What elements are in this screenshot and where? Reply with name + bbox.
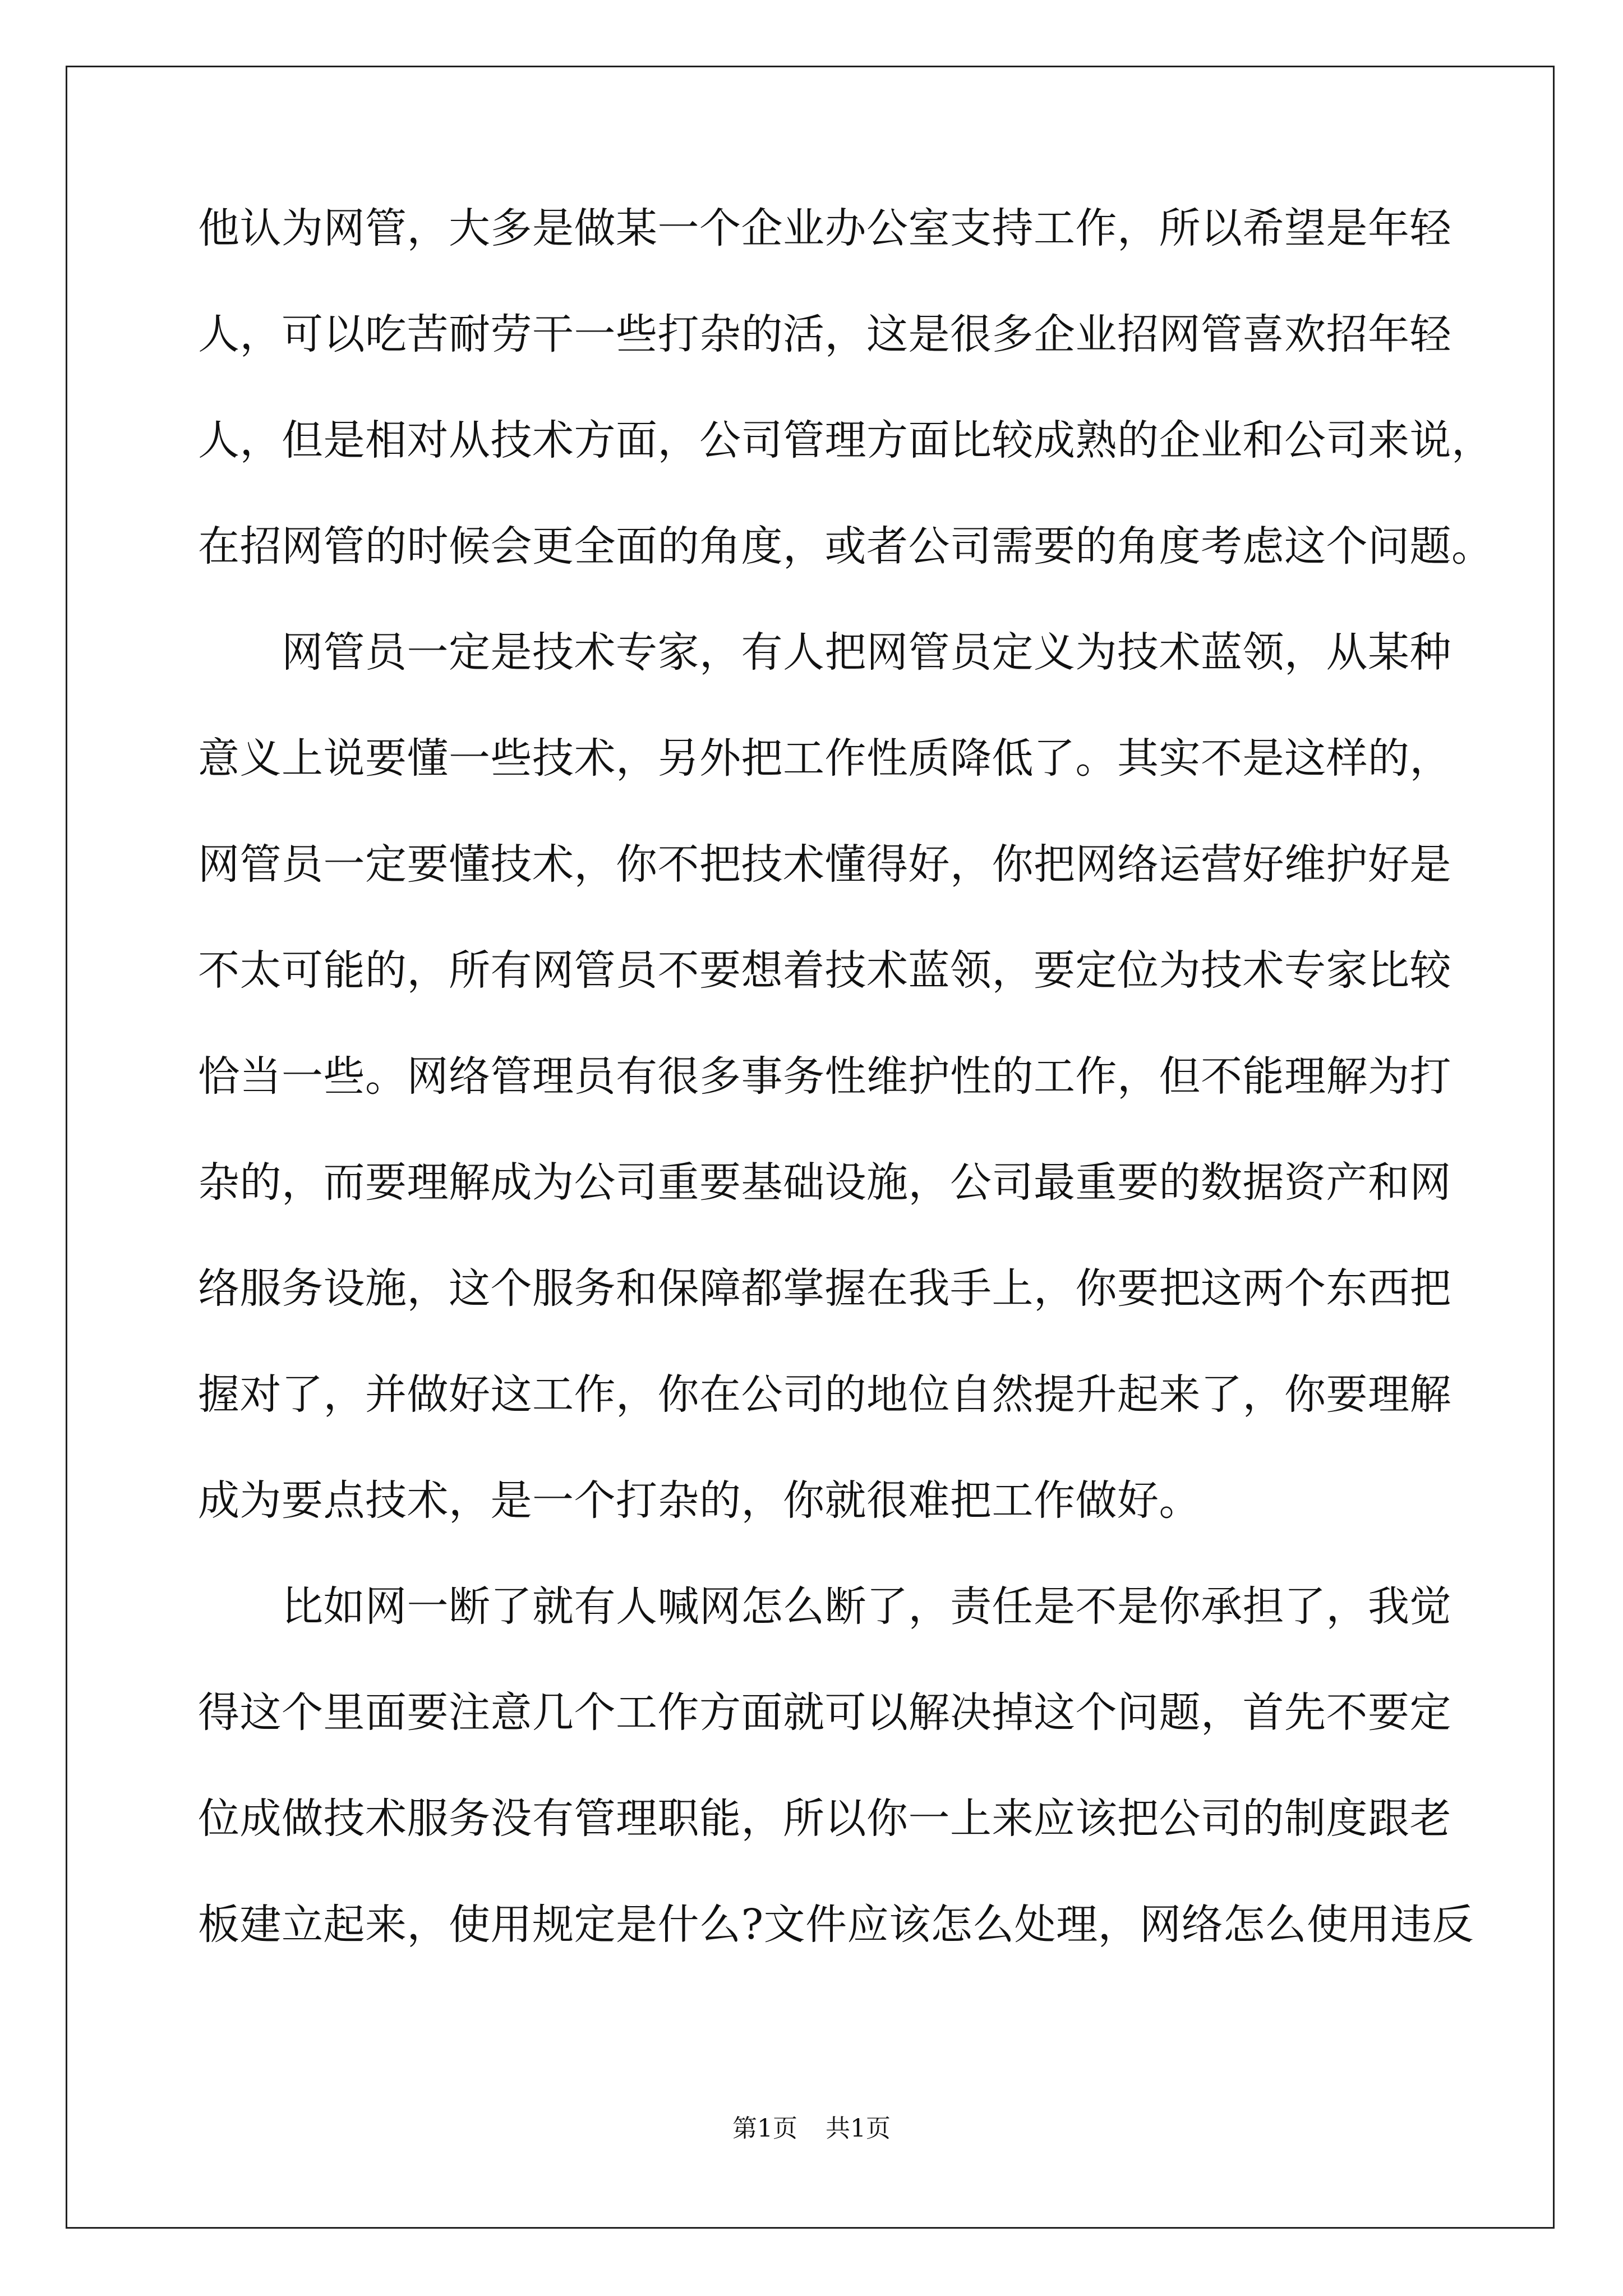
text-line: 人，但是相对从技术方面，公司管理方面比较成熟的企业和公司来说， <box>198 416 1493 464</box>
text-line: 在招网管的时候会更全面的角度，或者公司需要的角度考虑这个问题。 <box>198 522 1493 570</box>
text-line: 成为要点技术，是一个打杂的，你就很难把工作做好。 <box>198 1476 1201 1525</box>
text-line: 不太可能的，所有网管员不要想着技术蓝领，要定位为技术专家比较 <box>198 946 1451 995</box>
text-line: 他认为网管，大多是做某一个企业办公室支持工作，所以希望是年轻 <box>198 204 1451 252</box>
text-line: 网管员一定要懂技术，你不把技术懂得好，你把网络运营好维护好是 <box>198 840 1451 889</box>
document-body <box>198 204 1493 1949</box>
text-line: 板建立起来，使用规定是什么?文件应该怎么处理，网络怎么使用违反 <box>198 1901 1474 1949</box>
text-line: 网管员一定是技术专家，有人把网管员定义为技术蓝领，从某种 <box>198 628 1451 677</box>
text-line: 位成做技术服务没有管理职能，所以你一上来应该把公司的制度跟老 <box>198 1795 1451 1843</box>
total-pages: 共1页 <box>826 2114 891 2143</box>
page-number: 第1页 <box>732 2114 797 2143</box>
text-line: 握对了，并做好这工作，你在公司的地位自然提升起来了，你要理解 <box>198 1370 1451 1419</box>
text-line: 络服务设施，这个服务和保障都掌握在我手上，你要把这两个东西把 <box>198 1264 1451 1313</box>
text-line: 得这个里面要注意几个工作方面就可以解决掉这个问题，首先不要定 <box>198 1688 1451 1737</box>
text-line: 比如网一断了就有人喊网怎么断了，责任是不是你承担了，我觉 <box>198 1582 1451 1631</box>
page-footer <box>0 2115 1623 2143</box>
text-line: 人，可以吃苦耐劳干一些打杂的活，这是很多企业招网管喜欢招年轻 <box>198 310 1451 358</box>
text-line: 恰当一些。网络管理员有很多事务性维护性的工作，但不能理解为打 <box>198 1052 1451 1101</box>
text-line: 杂的，而要理解成为公司重要基础设施，公司最重要的数据资产和网 <box>198 1158 1451 1207</box>
text-line: 意义上说要懂一些技术，另外把工作性质降低了。其实不是这样的， <box>198 734 1451 783</box>
